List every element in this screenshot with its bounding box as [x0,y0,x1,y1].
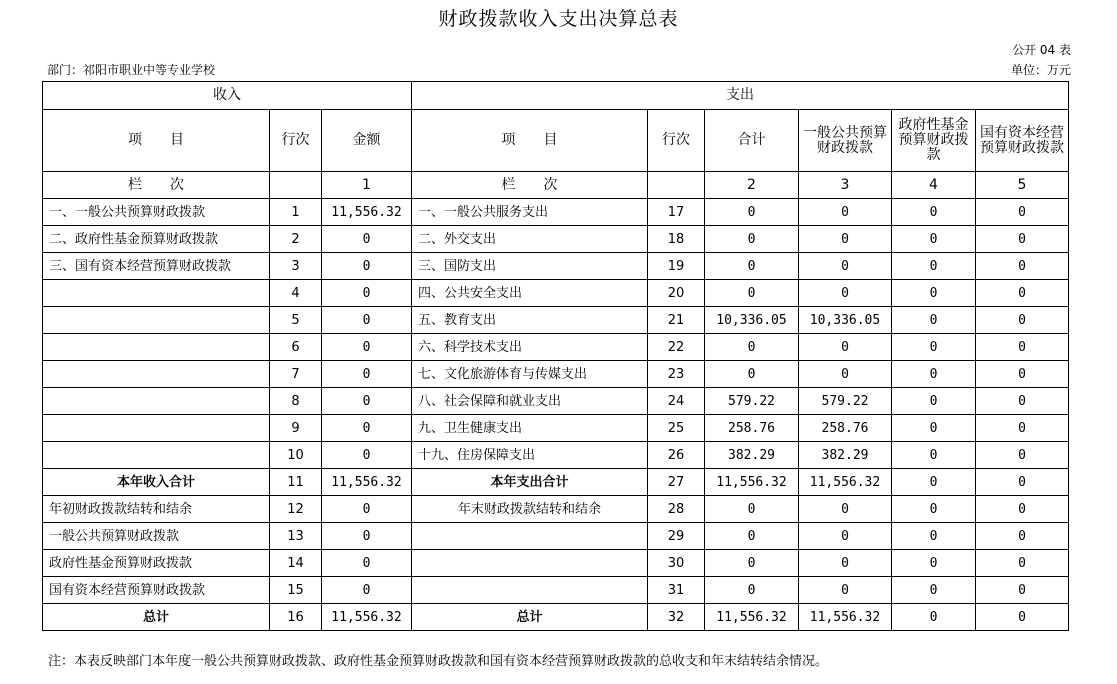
table-number: 公开 04 表 [1012,43,1071,57]
header-row-column-index [43,172,1069,199]
expense-total-cell: 0 [705,361,799,388]
general-budget-cell: 11,556.32 [799,469,892,496]
state-capital-cell: 0 [976,199,1069,226]
table-row [43,469,1069,496]
state-capital-cell: 0 [976,361,1069,388]
unit-label: 单位：万元 [1010,63,1071,77]
expense-total-cell: 0 [705,496,799,523]
expense-total-cell: 0 [705,226,799,253]
income-line-cell: 11 [270,469,322,496]
income-line-cell: 14 [270,550,322,577]
table-row [43,442,1069,469]
expense-line-cell: 32 [648,604,705,631]
income-line-cell: 9 [270,415,322,442]
expense-col-label: 栏 次 [412,172,648,199]
income-item-cell [43,307,270,334]
income-amount-cell: 0 [322,280,412,307]
expense-line-cell: 29 [648,523,705,550]
gov-fund-header: 政府性基金预算财政拨款 [892,110,976,172]
expense-line-cell: 21 [648,307,705,334]
income-line-cell: 15 [270,577,322,604]
income-amount-cell: 11,556.32 [322,469,412,496]
expense-line-index [648,172,705,199]
report-title: 财政拨款收入支出决算总表 [438,8,679,30]
expense-item-cell: 总计 [412,604,648,631]
expense-line-cell: 18 [648,226,705,253]
income-line-cell: 6 [270,334,322,361]
income-amount-cell: 0 [322,523,412,550]
general-budget-cell: 10,336.05 [799,307,892,334]
gov-fund-cell: 0 [892,253,976,280]
table-row [43,604,1069,631]
expense-total-cell: 258.76 [705,415,799,442]
general-budget-cell: 0 [799,361,892,388]
header-row-sections [43,82,1069,110]
general-budget-cell: 0 [799,496,892,523]
expense-item-cell [412,550,648,577]
income-line-header: 行次 [270,110,322,172]
income-line-cell: 3 [270,253,322,280]
gov-fund-cell: 0 [892,496,976,523]
income-amount-cell: 0 [322,388,412,415]
expense-total-cell: 0 [705,199,799,226]
table-row [43,361,1069,388]
income-item-cell [43,388,270,415]
expense-total-header: 合计 [705,110,799,172]
expense-line-cell: 31 [648,577,705,604]
table-row [43,523,1069,550]
table-row [43,577,1069,604]
general-budget-cell: 0 [799,226,892,253]
expense-item-cell: 十九、住房保障支出 [412,442,648,469]
income-amount-cell: 0 [322,550,412,577]
col-index-4: 4 [892,172,976,199]
expense-line-cell: 17 [648,199,705,226]
general-budget-cell: 0 [799,199,892,226]
income-item-cell [43,280,270,307]
income-line-index [270,172,322,199]
gov-fund-cell: 0 [892,226,976,253]
income-item-cell: 二、政府性基金预算财政拨款 [43,226,270,253]
income-amount-cell: 0 [322,307,412,334]
table-row [43,307,1069,334]
gov-fund-cell: 0 [892,604,976,631]
income-line-cell: 5 [270,307,322,334]
col-index-5: 5 [976,172,1069,199]
expense-total-cell: 0 [705,550,799,577]
gov-fund-cell: 0 [892,442,976,469]
table-row [43,280,1069,307]
income-line-cell: 16 [270,604,322,631]
state-capital-cell: 0 [976,523,1069,550]
income-item-cell: 一、一般公共预算财政拨款 [43,199,270,226]
income-item-cell: 三、国有资本经营预算财政拨款 [43,253,270,280]
state-capital-cell: 0 [976,253,1069,280]
income-amount-header: 金额 [322,110,412,172]
income-amount-cell: 11,556.32 [322,199,412,226]
expense-line-cell: 30 [648,550,705,577]
table-row [43,550,1069,577]
expense-line-header: 行次 [648,110,705,172]
expense-item-cell: 一、一般公共服务支出 [412,199,648,226]
expense-total-cell: 382.29 [705,442,799,469]
income-line-cell: 13 [270,523,322,550]
income-amount-cell: 0 [322,442,412,469]
state-capital-cell: 0 [976,307,1069,334]
income-amount-cell: 0 [322,334,412,361]
expense-item-cell: 本年支出合计 [412,469,648,496]
expense-total-cell: 0 [705,280,799,307]
income-item-cell: 总计 [43,604,270,631]
expense-line-cell: 28 [648,496,705,523]
table-row [43,253,1069,280]
expense-line-cell: 23 [648,361,705,388]
col-index-1: 1 [322,172,412,199]
general-budget-cell: 0 [799,523,892,550]
expense-line-cell: 27 [648,469,705,496]
expense-item-header: 项 目 [412,110,648,172]
table-row [43,415,1069,442]
income-amount-cell: 11,556.32 [322,604,412,631]
state-capital-cell: 0 [976,388,1069,415]
gov-fund-cell: 0 [892,415,976,442]
expense-total-cell: 10,336.05 [705,307,799,334]
gov-fund-cell: 0 [892,577,976,604]
expense-line-cell: 26 [648,442,705,469]
gov-fund-cell: 0 [892,550,976,577]
income-item-cell [43,334,270,361]
general-budget-cell: 579.22 [799,388,892,415]
income-line-cell: 4 [270,280,322,307]
gov-fund-cell: 0 [892,388,976,415]
expense-item-cell [412,577,648,604]
income-amount-cell: 0 [322,253,412,280]
income-amount-cell: 0 [322,577,412,604]
expense-section-header: 支出 [412,82,1069,110]
general-budget-cell: 0 [799,577,892,604]
income-item-header: 项 目 [43,110,270,172]
expense-total-cell: 579.22 [705,388,799,415]
income-line-cell: 1 [270,199,322,226]
table-row [43,199,1069,226]
income-item-cell: 国有资本经营预算财政拨款 [43,577,270,604]
expense-line-cell: 25 [648,415,705,442]
income-amount-cell: 0 [322,226,412,253]
gov-fund-cell: 0 [892,361,976,388]
state-capital-cell: 0 [976,550,1069,577]
table-row [43,334,1069,361]
table-row [43,388,1069,415]
expense-line-cell: 19 [648,253,705,280]
income-amount-cell: 0 [322,496,412,523]
state-capital-cell: 0 [976,280,1069,307]
state-capital-cell: 0 [976,604,1069,631]
state-capital-cell: 0 [976,442,1069,469]
gov-fund-cell: 0 [892,280,976,307]
expense-line-cell: 22 [648,334,705,361]
footnote: 注：本表反映部门本年度一般公共预算财政拨款、政府性基金预算财政拨款和国有资本经营预算财政拨款的总收支和年末结转结余情况。 [48,654,829,669]
general-budget-cell: 11,556.32 [799,604,892,631]
income-item-cell: 政府性基金预算财政拨款 [43,550,270,577]
income-item-cell [43,361,270,388]
income-line-cell: 7 [270,361,322,388]
state-capital-cell: 0 [976,334,1069,361]
general-budget-cell: 0 [799,253,892,280]
expense-item-cell: 四、公共安全支出 [412,280,648,307]
income-item-cell [43,442,270,469]
income-section-header: 收入 [43,82,412,110]
general-budget-header: 一般公共预算财政拨款 [799,110,892,172]
state-capital-cell: 0 [976,415,1069,442]
gov-fund-cell: 0 [892,469,976,496]
state-capital-cell: 0 [976,226,1069,253]
state-capital-cell: 0 [976,496,1069,523]
gov-fund-cell: 0 [892,334,976,361]
expense-total-cell: 0 [705,523,799,550]
income-item-cell [43,415,270,442]
header-row-columns [43,110,1069,172]
income-item-cell: 本年收入合计 [43,469,270,496]
department-label: 部门：祁阳市职业中等专业学校 [47,63,216,77]
state-capital-cell: 0 [976,469,1069,496]
gov-fund-cell: 0 [892,523,976,550]
expense-item-cell: 七、文化旅游体育与传媒支出 [412,361,648,388]
income-line-cell: 12 [270,496,322,523]
col-index-2: 2 [705,172,799,199]
income-item-cell: 一般公共预算财政拨款 [43,523,270,550]
income-col-label: 栏 次 [43,172,270,199]
income-amount-cell: 0 [322,361,412,388]
general-budget-cell: 0 [799,280,892,307]
state-capital-header: 国有资本经营预算财政拨款 [976,110,1069,172]
income-item-cell: 年初财政拨款结转和结余 [43,496,270,523]
expense-item-cell: 三、国防支出 [412,253,648,280]
general-budget-cell: 0 [799,334,892,361]
table-row [43,496,1069,523]
table-row [43,226,1069,253]
expense-item-cell: 五、教育支出 [412,307,648,334]
income-line-cell: 8 [270,388,322,415]
expense-item-cell: 二、外交支出 [412,226,648,253]
expense-total-cell: 0 [705,253,799,280]
gov-fund-cell: 0 [892,199,976,226]
expense-item-cell: 九、卫生健康支出 [412,415,648,442]
income-line-cell: 10 [270,442,322,469]
income-line-cell: 2 [270,226,322,253]
expense-line-cell: 20 [648,280,705,307]
expense-total-cell: 11,556.32 [705,469,799,496]
expense-item-cell: 六、科学技术支出 [412,334,648,361]
expense-item-cell [412,523,648,550]
general-budget-cell: 382.29 [799,442,892,469]
state-capital-cell: 0 [976,577,1069,604]
expense-item-cell: 年末财政拨款结转和结余 [412,496,648,523]
fiscal-summary-table [42,81,1069,631]
expense-total-cell: 0 [705,334,799,361]
general-budget-cell: 0 [799,550,892,577]
expense-total-cell: 0 [705,577,799,604]
expense-item-cell: 八、社会保障和就业支出 [412,388,648,415]
general-budget-cell: 258.76 [799,415,892,442]
gov-fund-cell: 0 [892,307,976,334]
expense-total-cell: 11,556.32 [705,604,799,631]
col-index-3: 3 [799,172,892,199]
expense-line-cell: 24 [648,388,705,415]
income-amount-cell: 0 [322,415,412,442]
